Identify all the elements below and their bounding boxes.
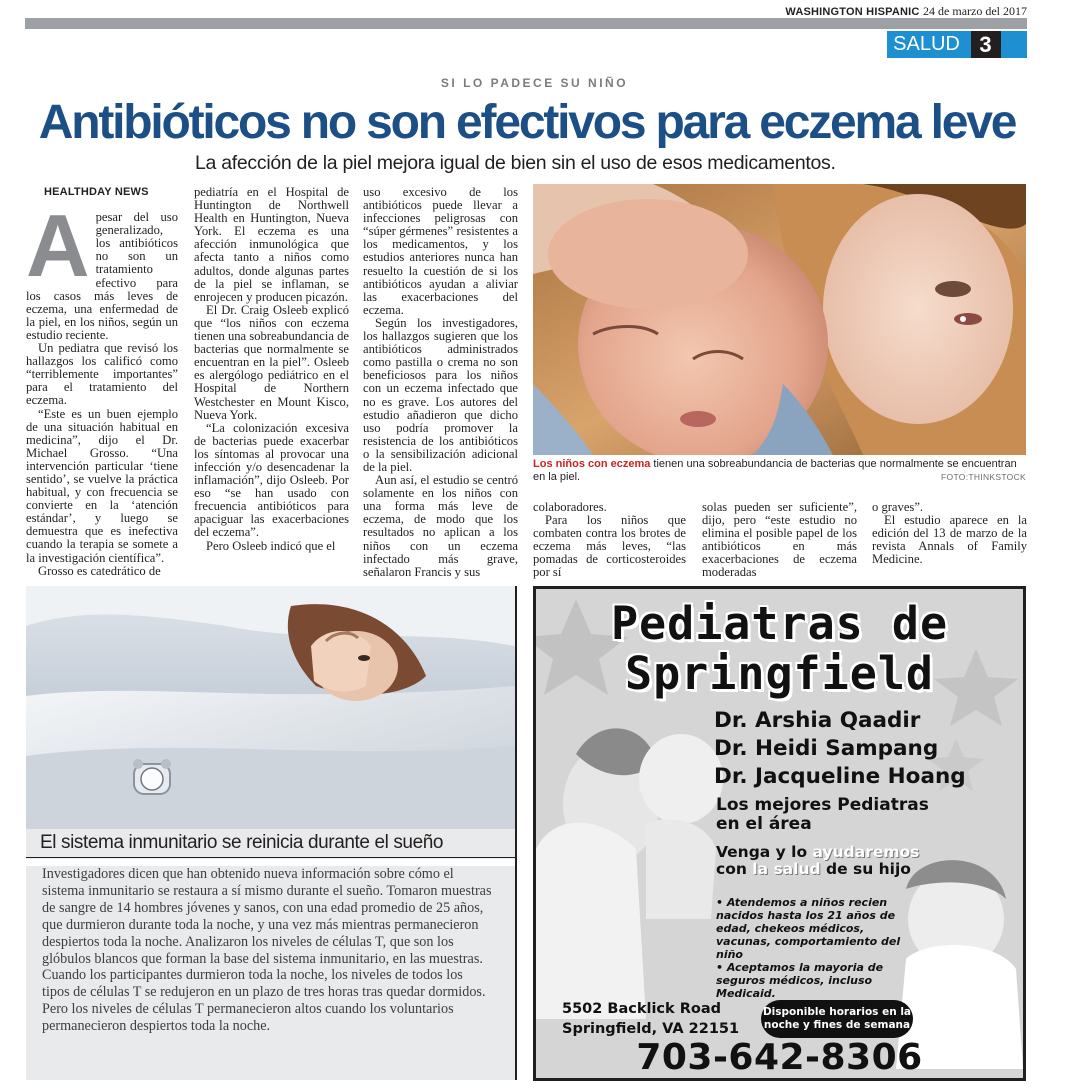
caption-text: tienen una sobreabundancia de bacterias que normalmente se encuentran en la piel. bbox=[533, 458, 1017, 483]
section-tag bbox=[887, 31, 1027, 58]
doctor-name: Dr. Jacqueline Hoang bbox=[714, 764, 966, 789]
article-column-5 bbox=[702, 501, 857, 580]
article-kicker: SI LO PADECE SU NIÑO bbox=[440, 76, 629, 90]
paragraph: El estudio aparece en la edición del 13 de marzo de la revista Annals of Family Medicine. bbox=[872, 513, 1027, 567]
paragraph: Aun así, el estudio se centró solamente en los niños con una forma más leve de eczema, de modo que los resultados no aplican a los niños con un eczema infectado más grave, señalaron Francis y sus bbox=[363, 473, 518, 579]
paragraph: colaboradores. bbox=[533, 500, 607, 514]
ad-call-to-action: Venga y lo ayudaremos con la salud de su hijo bbox=[716, 843, 920, 878]
paragraph: “Este es un buen ejemplo de una situación habitual en medicina”, dijo el Dr. Michael Grosso. “Una intervención particular ‘tiene sentido’, se vuelve la práctica habitual, y con frecuencia se convierte en la ‘atención estándar’, y luego se demuestra que es inefectiva cuando la terapia se somete a la investigación científica”. bbox=[26, 406, 178, 565]
doctor-name: Dr. Heidi Sampang bbox=[714, 736, 939, 761]
page-number: 3 bbox=[971, 31, 1001, 58]
section-name: SALUD bbox=[887, 31, 966, 58]
list-item: • Aceptamos la mayoria de seguros médicos, incluso Medicaid. bbox=[716, 961, 884, 1000]
publication-name: WASHINGTON HISPANIC bbox=[785, 6, 920, 18]
ad-doctors bbox=[714, 707, 966, 791]
sleep-box-border bbox=[515, 586, 517, 1080]
article-subhead: La afección de la piel mejora igual de bien sin el uso de esos medicamentos. bbox=[195, 152, 836, 174]
doctor-name: Dr. Arshia Qaadir bbox=[714, 708, 921, 733]
paragraph: Pero Osleeb indicó que el bbox=[206, 538, 336, 553]
ad-title-line-1: Pediatras de bbox=[610, 597, 949, 650]
paragraph: pediatría en el Hospital de Huntington de Northwell Health en Huntington, Nueva York. El eczema es una afección inmunológica que afecta tanto a niños como adultos, donde algunas partes de la piel se inflaman, se enrojecen y producen picazón. bbox=[194, 185, 349, 304]
article-column-4 bbox=[533, 501, 686, 580]
paragraph: solas pueden ser suficiente”, dijo, pero “este estudio no elimina el posible papel de los antibióticos en más exacerbaciones de eczema moderadas bbox=[702, 500, 857, 580]
ad-phone-number: 703-642-8306 bbox=[636, 1037, 923, 1078]
sleep-story-body: Investigadores dicen que han obtenido nueva información sobre cómo el sistema inmunitario se restaura a sí mismo durante el sueño. Tomaron muestras de sangre de 14 hombres jóvenes y sanos, con una edad promedio de 25 años, que durmieron durante toda la noche, y una vez más mientras permanecieron despiertos toda la noche. Analizaron los niveles de células T, que son los glóbulos blancos que forman la base del sistema inmunitario, en las muestras. Cuando los participantes durmieron toda la noche, los niveles de todos los tipos de células T se redujeron en un plazo de tres horas tras quedar dormidos. Pero los niveles de células T permanecieron altos cuando los voluntarios permanecieron despiertos toda la noche. bbox=[26, 866, 515, 1080]
sleep-story-title: El sistema inmunitario se reinicia durante el sueño bbox=[26, 829, 515, 859]
pediatrics-ad bbox=[533, 586, 1026, 1081]
caption-lead: Los niños con eczema bbox=[533, 458, 651, 470]
list-item: • Atendemos a niños recien nacidos hasta los 21 años de edad, chekeos médicos, vacunas, comportamiento del niño bbox=[716, 896, 901, 961]
dropcap: A bbox=[26, 196, 90, 296]
article-column-3 bbox=[363, 186, 518, 579]
sleep-title-rule bbox=[26, 857, 515, 858]
sleep-photo bbox=[26, 586, 515, 829]
paragraph: El Dr. Craig Osleeb explicó que “los niños con eczema tienen una sobreabundancia de bacterias que normalmente se encuentran en la piel”. Osleeb es alergólogo pediátrico en el Hospital de Northern Westchester en Mount Kisco, Nueva York. bbox=[194, 302, 349, 422]
paragraph: Un pediatra que revisó los hallazgos los calificó como “terriblemente importantes” para el tratamiento del eczema. bbox=[26, 341, 178, 408]
top-rule bbox=[25, 18, 1027, 29]
ad-hours-badge: Disponible horarios en la noche y fines de semana bbox=[761, 1000, 913, 1038]
ad-services-list bbox=[716, 896, 906, 1000]
byline: HEALTHDAY NEWS bbox=[44, 186, 149, 198]
article-column-6 bbox=[872, 501, 1027, 566]
article-headline: Antibióticos no son efectivos para eczema leve bbox=[38, 96, 1016, 149]
ad-title-line-2: Springfield bbox=[624, 647, 934, 700]
paragraph: o graves”. bbox=[872, 500, 924, 514]
photo-credit: FOTO:THINKSTOCK bbox=[941, 472, 1026, 482]
paragraph: pesar del uso generalizado, los antibióticos no son un tratamiento efectivo para los casos más leves de eczema, una enfermedad de la piel, en los niños, según un estudio reciente. bbox=[26, 210, 178, 342]
ad-address: 5502 Backlick Road Springfield, VA 22151 bbox=[562, 1001, 740, 1037]
article-column-2 bbox=[194, 186, 349, 553]
paragraph: uso excesivo de los antibióticos puede llevar a infecciones peligrosas con “súper gérmenes” resistentes a los medicamentos, y los estudios anteriores nunca han resuelto la cuestión de si los antibióticos ayudan a aliviar las exacerbaciones del eczema. bbox=[363, 185, 518, 317]
paragraph: Según los investigadores, los hallazgos sugieren que los antibióticos administrados como pastilla o crema no son beneficiosos para los niños con un eczema infectado que no es grave. Los autores del estudio añadieron que dicho uso podría promover la resistencia de los antibióticos o la sensibilización adicional de la piel. bbox=[363, 315, 518, 474]
paragraph: Para los niños que combaten contra los brotes de eczema más leves, “las pomadas de corticosteroides por sí bbox=[533, 513, 686, 580]
page-folio bbox=[785, 4, 1027, 19]
paragraph: “La colonización excesiva de bacterias puede exacerbar los síntomas al provocar una infección y/o desencadenar la inflamación”, dijo Osleeb. Por eso “se han usado con frecuencia antibióticos para apaciguar las exacerbaciones del eczema”. bbox=[194, 420, 349, 540]
issue-date: 24 de marzo del 2017 bbox=[923, 4, 1027, 18]
article-column-1 bbox=[26, 186, 178, 578]
paragraph: Grosso es catedrático de bbox=[38, 563, 161, 578]
eczema-photo bbox=[533, 184, 1026, 455]
ad-tagline: Los mejores Pediatras en el área bbox=[716, 795, 929, 834]
